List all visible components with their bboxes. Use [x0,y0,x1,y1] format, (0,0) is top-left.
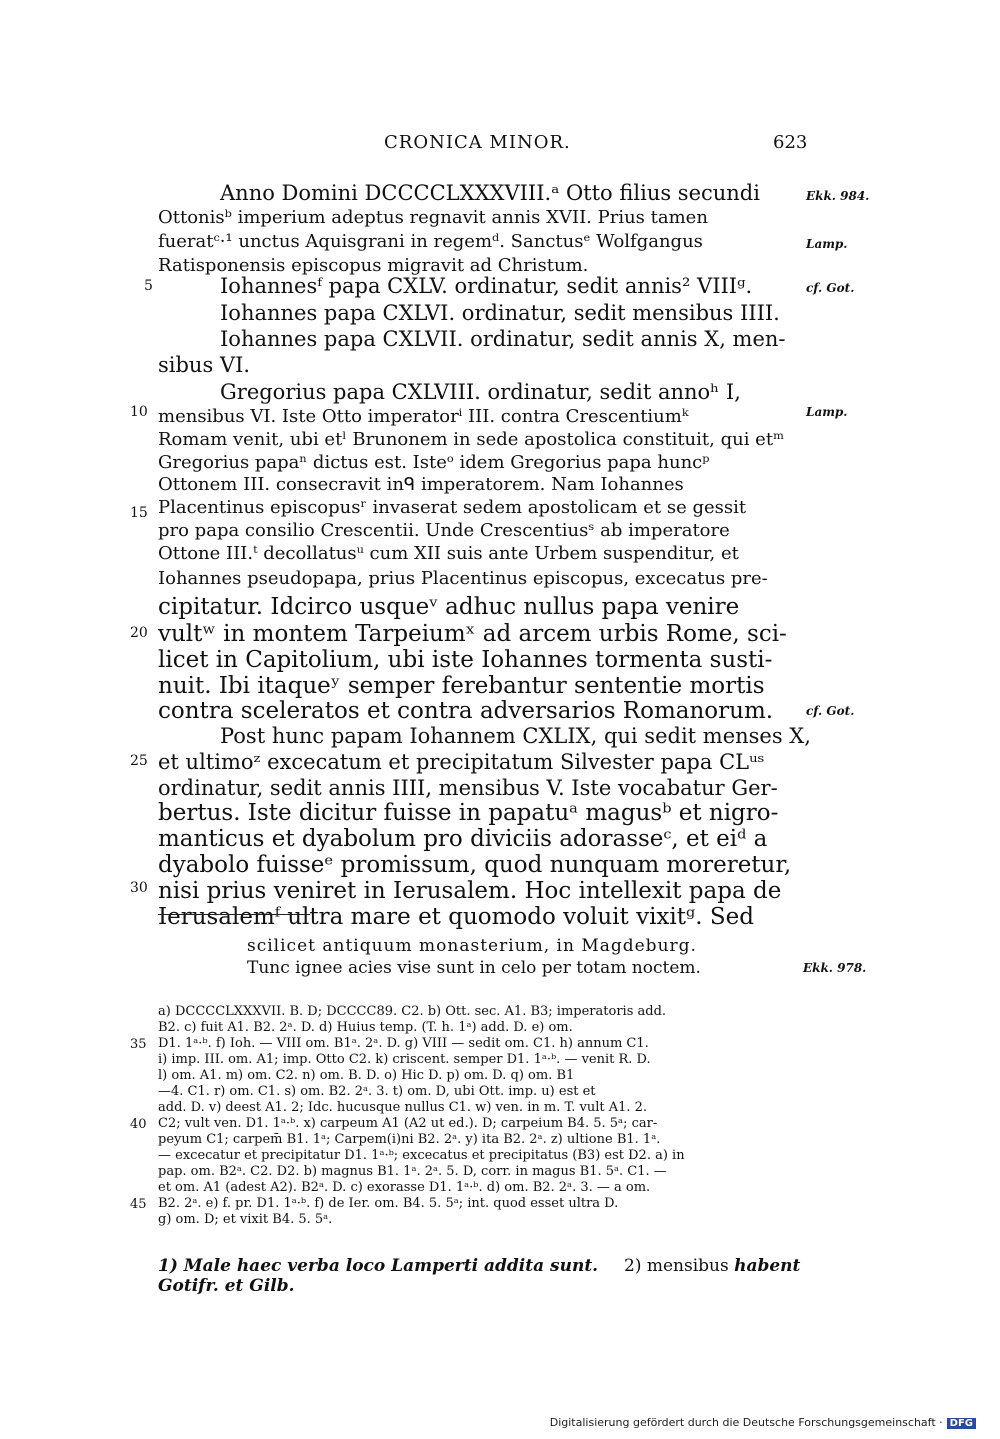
text-line: Ratisponensis episcopus migravit ad Christum. [158,255,589,276]
text-line: cipitatur. Idcirco usqueᵛ adhuc nullus papa venire [158,594,740,620]
line-number: 30 [130,880,148,896]
margin-ref: Lamp. [806,237,848,251]
text-line: et ultimoᶻ excecatum et precipitatum Silvester papa CLᵘˢ [158,750,765,774]
note-2 [624,1256,800,1276]
variant-line: D1. 1ᵃ·ᵇ. f) Ioh. — VIII om. B1ᵃ. 2ᵃ. D. g) VIII — sedit om. C1. h) annum C1. [158,1036,649,1051]
note-1-text: 1) Male haec verba loco Lamperti addita sunt. [158,1256,599,1276]
variant-line: B2. 2ᵃ. e) f. pr. D1. 1ᵃ·ᵇ. f) de Ier. om. B4. 5. 5ᵃ; int. quod esset ultra D. [158,1196,619,1211]
line-number: 5 [144,278,153,294]
variant-line: — excecatur et precipitatur D1. 1ᵃ·ᵇ; excecatus et precipitatus (B3) est D2. a) in [158,1148,685,1163]
text-line: contra sceleratos et contra adversarios Romanorum. [158,698,774,724]
text-line: Post hunc papam Iohannem CXLIX, qui sedit menses X, [220,724,811,748]
text-line: Iohannesᶠ papa CXLV. ordinatur, sedit annis² VIIIᵍ. [220,274,753,298]
line-number: 45 [130,1197,147,1212]
footer-text: Digitalisierung gefördert durch die Deutsche Forschungsgemeinschaft · [549,1416,943,1429]
text-line: manticus et dyabolum pro diviciis adorasseᶜ, et eiᵈ a [158,826,768,852]
variant-line: C2; vult ven. D1. 1ᵃ·ᵇ. x) carpeum A1 (A2 ut ed.). D; carpeium B4. 5. 5ᵃ; car- [158,1116,658,1131]
note-2-prefix: 2) mensibus [624,1256,729,1276]
dfg-logo: DFG [947,1418,976,1429]
margin-ref: cf. Got. [806,281,855,295]
margin-ref: Lamp. [806,405,848,419]
variant-line: pap. om. B2ᵃ. C2. D2. b) magnus B1. 1ᵃ. 2ᵃ. 5. D, corr. in magus B1. 5ᵃ. C1. — [158,1164,667,1179]
text-line: Ottonisᵇ imperium adeptus regnavit annis XVII. Prius tamen [158,207,708,228]
text-line: Ottonem III. consecravit inᑫ imperatorem. Nam Iohannes [158,474,684,495]
text-line: Ierusalemᶠ ultra mare et quomodo voluit vixitᵍ. Sed [158,904,754,930]
text-line: Placentinus episcopusʳ invaserat sedem apostolicam et se gessit [158,497,747,518]
line-number: 35 [130,1037,147,1052]
text-line: Romam venit, ubi etˡ Brunonem in sede apostolica constituit, qui etᵐ [158,429,785,450]
text-line: Iohannes papa CXLVII. ordinatur, sedit annis X, men- [220,327,786,351]
note-2-italic: habent [734,1256,801,1276]
variant-line: l) om. A1. m) om. C2. n) om. B. D. o) Hic D. p) om. D. q) om. B1 [158,1068,575,1083]
section-divider [158,914,310,915]
line-number: 15 [130,505,148,521]
variant-line: add. D. v) deest A1. 2; Idc. hucusque nullus C1. w) ven. in m. T. vult A1. 2. [158,1100,648,1115]
variant-line: g) om. D; et vixit B4. 5. 5ᵃ. [158,1212,333,1227]
text-line: mensibus VI. Iste Otto imperatorⁱ III. contra Crescentiumᵏ [158,406,689,427]
text-line: Iohannes pseudopapa, prius Placentinus episcopus, excecatus pre- [158,568,768,589]
text-line: nuit. Ibi itaqueʸ semper ferebantur sententie mortis [158,673,765,699]
note-1 [158,1256,598,1276]
running-title: CRONICA MINOR. [384,132,571,153]
text-line: ordinatur, sedit annis IIII, mensibus V. Iste vocabatur Ger- [158,776,778,800]
margin-ref: Ekk. 984. [806,189,870,203]
line-number: 20 [130,625,148,641]
text-line: bertus. Iste dicitur fuisse in papatuᵃ magusᵇ et nigro- [158,800,779,826]
line-number: 40 [130,1117,147,1132]
note-1-cont-text: Gotifr. et Gilb. [158,1276,295,1296]
text-line: fueratᶜ·¹ unctus Aquisgrani in regemᵈ. Sanctusᵉ Wolfgangus [158,231,703,252]
page-number: 623 [773,132,808,153]
text-line: Gregorius papaⁿ dictus est. Isteᵒ idem Gregorius papa huncᵖ [158,452,710,473]
text-line: Gregorius papa CXLVIII. ordinatur, sedit annoʰ I, [220,380,741,404]
text-line: dyabolo fuisseᵉ promissum, quod nunquam moreretur, [158,852,792,878]
line-number: 25 [130,753,148,769]
variant-line: et om. A1 (adest A2). B2ᵃ. D. c) exorasse D1. 1ᵃ·ᵇ. d) om. B2. 2ᵃ. 3. — a om. [158,1180,651,1195]
text-line: licet in Capitolium, ubi iste Iohannes tormenta susti- [158,647,773,673]
line-number: 10 [130,404,148,420]
variant-line: peyum C1; carpem̄ B1. 1ᵃ; Carpem(i)ni B2. 2ᵃ. y) ita B2. 2ᵃ. z) ultione B1. 1ᵃ. [158,1132,661,1147]
text-line: nisi prius veniret in Ierusalem. Hoc intellexit papa de [158,878,782,904]
text-line: pro papa consilio Crescentii. Unde Crescentiusˢ ab imperatore [158,520,730,541]
variant-line: i) imp. III. om. A1; imp. Otto C2. k) criscent. semper D1. 1ᵃ·ᵇ. — venit R. D. [158,1052,651,1067]
text-line: Iohannes papa CXLVI. ordinatur, sedit mensibus IIII. [220,301,780,325]
variant-line: a) DCCCCLXXXVII. B. D; DCCCC89. C2. b) Ott. sec. A1. B3; imperatoris add. [158,1004,667,1019]
margin-ref: cf. Got. [806,704,855,718]
text-line: vultʷ in montem Tarpeiumˣ ad arcem urbis Rome, sci- [158,621,787,647]
margin-ref: Ekk. 978. [803,961,867,975]
note-1-continued [158,1276,295,1296]
digitization-footer [550,1416,976,1429]
text-line: scilicet antiquum monasterium, in Magdeburg. [247,936,697,956]
variant-line: B2. c) fuit A1. B2. 2ᵃ. D. d) Huius temp. (T. h. 1ᵃ) add. D. e) om. [158,1020,573,1035]
variant-line: —4. C1. r) om. C1. s) om. B2. 2ᵃ. 3. t) om. D, ubi Ott. imp. u) est et [158,1084,596,1099]
text-line: Ottone III.ᵗ decollatusᵘ cum XII suis ante Urbem suspenditur, et [158,543,739,564]
text-line: sibus VI. [158,353,251,377]
text-line: Tunc ignee acies vise sunt in celo per totam noctem. [247,958,701,978]
text-line: Anno Domini DCCCCLXXXVIII.ᵃ Otto filius secundi [220,181,760,205]
